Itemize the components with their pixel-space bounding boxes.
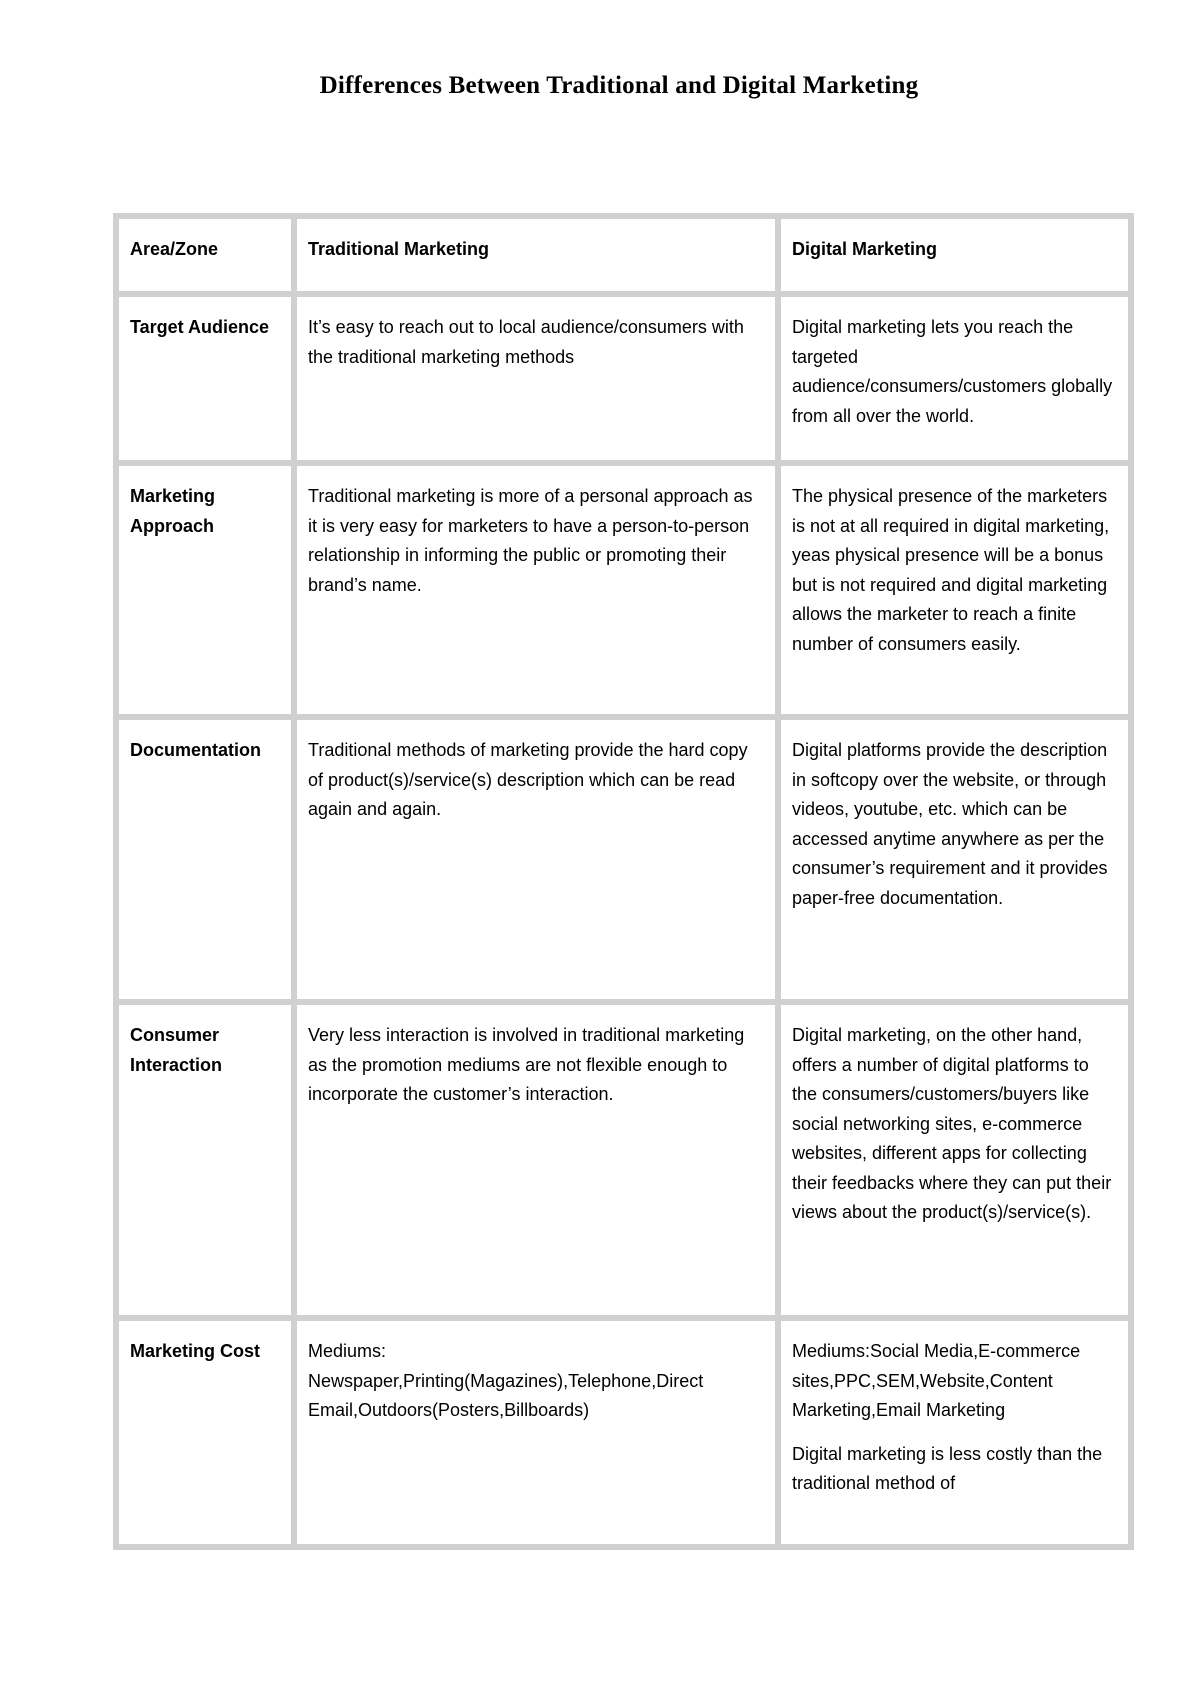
traditional-cell: It’s easy to reach out to local audience/consumers with the traditional marketing methods [294, 294, 778, 463]
comparison-table [113, 213, 1134, 1550]
table-row [116, 1318, 1131, 1547]
traditional-cell: Very less interaction is involved in traditional marketing as the promotion mediums are not flexible enough to incorporate the customer’s interaction. [294, 1002, 778, 1318]
digital-cell: The physical presence of the marketers is not at all required in digital marketing, yeas physical presence will be a bonus but is not required and digital marketing allows the marketer to reach a finite number of consumers easily. [778, 463, 1131, 717]
table-header-row [116, 216, 1131, 294]
digital-cell-mediums: Mediums:Social Media,E-commerce sites,PPC,SEM,Website,Content Marketing,Email Marketing [792, 1341, 1081, 1420]
header-digital: Digital Marketing [778, 216, 1131, 294]
table-row [116, 294, 1131, 463]
digital-cell: Digital marketing lets you reach the targeted audience/consumers/customers globally from all over the world. [778, 294, 1131, 463]
area-cell: Consumer Interaction [116, 1002, 294, 1318]
table-row [116, 717, 1131, 1002]
traditional-cell: Traditional marketing is more of a personal approach as it is very easy for marketers to have a person-to-person relationship in informing the public or promoting their brand’s name. [294, 463, 778, 717]
table-row [116, 463, 1131, 717]
page-title: Differences Between Traditional and Digital Marketing [319, 72, 919, 99]
header-traditional: Traditional Marketing [294, 216, 778, 294]
area-cell: Marketing Cost [116, 1318, 294, 1547]
area-cell: Documentation [116, 717, 294, 1002]
area-cell: Marketing Approach [116, 463, 294, 717]
traditional-cell: Traditional methods of marketing provide the hard copy of product(s)/service(s) description which can be read again and again. [294, 717, 778, 1002]
digital-cell [778, 1318, 1131, 1547]
digital-cell: Digital platforms provide the description in softcopy over the website, or through videos, youtube, etc. which can be accessed anytime anywhere as per the consumer’s requirement and it provides paper-free documentation. [778, 717, 1131, 1002]
table-row [116, 1002, 1131, 1318]
traditional-cell: Mediums: Newspaper,Printing(Magazines),Telephone,Direct Email,Outdoors(Posters,Billboards) [294, 1318, 778, 1547]
digital-cell: Digital marketing, on the other hand, offers a number of digital platforms to the consumers/customers/buyers like social networking sites, e-commerce websites, different apps for collecting their feedbacks where they can put their views about the product(s)/service(s). [778, 1002, 1131, 1318]
digital-cell-cost-note: Digital marketing is less costly than the traditional method of [792, 1443, 1103, 1493]
area-cell: Target Audience [116, 294, 294, 463]
header-area: Area/Zone [116, 216, 294, 294]
